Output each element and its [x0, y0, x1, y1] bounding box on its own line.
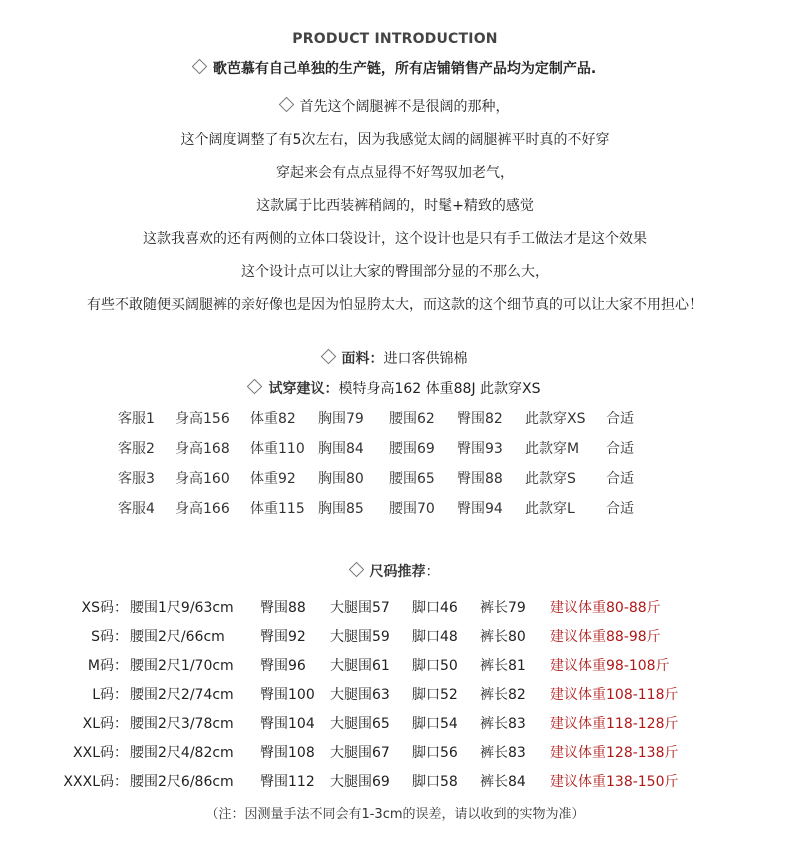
size-cell: 腰围2尺4/82cm: [130, 745, 234, 761]
size-cell: 腰围2尺6/86cm: [130, 774, 234, 790]
size-cell: 裤长83: [480, 716, 526, 732]
model-cell: 合适: [606, 441, 634, 457]
size-cell: 腰围2尺2/74cm: [130, 687, 234, 703]
intro-line-3: 穿起来会有点点显得不好驾驭加老气，: [276, 165, 514, 181]
recommended-weight: 建议体重138-150斤: [550, 774, 679, 790]
size-cell: 裤长83: [480, 745, 526, 761]
model-cell: 腰围62: [389, 411, 435, 427]
size-heading-suffix: ：: [425, 564, 440, 580]
recommended-weight: 建议体重80-88斤: [550, 600, 661, 616]
intro-line-4: 这款属于比西装裤稍阔的，时髦+精致的感觉: [256, 198, 534, 214]
size-cell: S码：: [91, 629, 128, 645]
model-cell: 体重92: [250, 471, 296, 487]
model-cell: 合适: [606, 471, 634, 487]
model-cell: 客服3: [118, 471, 155, 487]
size-cell: 臀围92: [260, 629, 306, 645]
model-cell: 身高166: [175, 501, 230, 517]
size-cell: 大腿围67: [330, 745, 390, 761]
model-cell: 臀围82: [457, 411, 503, 427]
model-cell: 此款穿XS: [525, 411, 586, 427]
model-cell: 体重110: [250, 441, 305, 457]
size-cell: 大腿围59: [330, 629, 390, 645]
size-cell: 腰围2尺/66cm: [130, 629, 225, 645]
intro-line-2: 这个阔度调整了有5次左右，因为我感觉太阔的阔腿裤平时真的不好穿: [180, 132, 610, 148]
model-cell: 臀围93: [457, 441, 503, 457]
size-cell: 脚口52: [412, 687, 458, 703]
size-cell: 裤长82: [480, 687, 526, 703]
recommended-weight: 建议体重118-128斤: [550, 716, 679, 732]
size-cell: XXXL码：: [63, 774, 128, 790]
try-on-line: [0, 378, 790, 398]
size-cell: 大腿围57: [330, 600, 390, 616]
page-title: PRODUCT INTRODUCTION: [292, 31, 498, 47]
model-cell: 胸围85: [318, 501, 364, 517]
model-cell: 身高156: [175, 411, 230, 427]
size-cell: 臀围100: [260, 687, 315, 703]
size-cell: 腰围2尺1/70cm: [130, 658, 234, 674]
try-on-label: 试穿建议：: [268, 381, 339, 397]
diamond-icon: [348, 562, 364, 578]
size-cell: 大腿围63: [330, 687, 390, 703]
measurement-note: （注：因测量手法不同会有1-3cm的误差，请以收到的实物为准）: [205, 807, 585, 822]
size-cell: 脚口46: [412, 600, 458, 616]
diamond-icon: [320, 349, 336, 365]
model-cell: 体重82: [250, 411, 296, 427]
model-cell: 此款穿M: [525, 441, 580, 457]
model-cell: 合适: [606, 411, 634, 427]
size-cell: 腰围1尺9/63cm: [130, 600, 234, 616]
fabric-value: 进口客供锦棉: [383, 351, 468, 367]
size-cell: XS码：: [81, 600, 128, 616]
model-cell: 此款穿S: [525, 471, 576, 487]
model-cell: 客服2: [118, 441, 155, 457]
size-cell: 脚口58: [412, 774, 458, 790]
size-cell: 臀围88: [260, 600, 306, 616]
try-on-value: 模特身高162 体重88J 此款穿XS: [338, 381, 541, 397]
size-cell: 臀围112: [260, 774, 315, 790]
size-cell: 脚口54: [412, 716, 458, 732]
model-cell: 此款穿L: [525, 501, 575, 517]
model-cell: 腰围69: [389, 441, 435, 457]
model-cell: 臀围94: [457, 501, 503, 517]
diamond-icon: [247, 379, 263, 395]
intro-line-5: 这款我喜欢的还有两侧的立体口袋设计，这个设计也是只有手工做法才是这个效果: [143, 231, 647, 247]
size-heading-label: 尺码推荐: [369, 564, 426, 580]
model-cell: 合适: [606, 501, 634, 517]
size-cell: 臀围104: [260, 716, 315, 732]
size-cell: 裤长84: [480, 774, 526, 790]
size-cell: 脚口48: [412, 629, 458, 645]
model-cell: 胸围84: [318, 441, 364, 457]
recommended-weight: 建议体重128-138斤: [550, 745, 679, 761]
model-cell: 身高168: [175, 441, 230, 457]
size-cell: 臀围108: [260, 745, 315, 761]
intro-line-1: [0, 96, 790, 116]
size-cell: 裤长81: [480, 658, 526, 674]
size-cell: 脚口56: [412, 745, 458, 761]
model-cell: 身高160: [175, 471, 230, 487]
model-cell: 腰围70: [389, 501, 435, 517]
model-cell: 胸围79: [318, 411, 364, 427]
size-cell: 大腿围65: [330, 716, 390, 732]
intro-line-6: 这个设计点可以让大家的臀围部分显的不那么大，: [241, 264, 549, 280]
fabric-label: 面料：: [341, 351, 384, 367]
diamond-icon: [278, 97, 294, 113]
size-cell: 裤长80: [480, 629, 526, 645]
model-cell: 腰围65: [389, 471, 435, 487]
fabric-line: [0, 348, 790, 368]
model-cell: 体重115: [250, 501, 305, 517]
size-cell: 臀围96: [260, 658, 306, 674]
model-cell: 客服4: [118, 501, 155, 517]
model-cell: 客服1: [118, 411, 155, 427]
recommended-weight: 建议体重108-118斤: [550, 687, 679, 703]
size-cell: 大腿围61: [330, 658, 390, 674]
intro-line-7: 有些不敢随便买阔腿裤的亲好像也是因为怕显胯太大，而这款的这个细节真的可以让大家不用担心！: [87, 297, 703, 313]
size-cell: 脚口50: [412, 658, 458, 674]
size-cell: M码：: [87, 658, 128, 674]
size-cell: 裤长79: [480, 600, 526, 616]
intro-line-text: 首先这个阔腿裤不是很阔的那种，: [299, 99, 510, 115]
model-cell: 臀围88: [457, 471, 503, 487]
size-cell: 大腿围69: [330, 774, 390, 790]
size-cell: XL码：: [82, 716, 128, 732]
size-cell: L码：: [92, 687, 128, 703]
brand-line-text: 歌芭慕有自己单独的生产链，所有店铺销售产品均为定制产品.: [212, 61, 597, 77]
diamond-icon: [192, 59, 208, 75]
recommended-weight: 建议体重98-108斤: [550, 658, 670, 674]
brand-line: [0, 58, 790, 78]
size-cell: XXL码：: [73, 745, 128, 761]
size-heading: [0, 561, 790, 581]
recommended-weight: 建议体重88-98斤: [550, 629, 661, 645]
model-cell: 胸围80: [318, 471, 364, 487]
size-cell: 腰围2尺3/78cm: [130, 716, 234, 732]
